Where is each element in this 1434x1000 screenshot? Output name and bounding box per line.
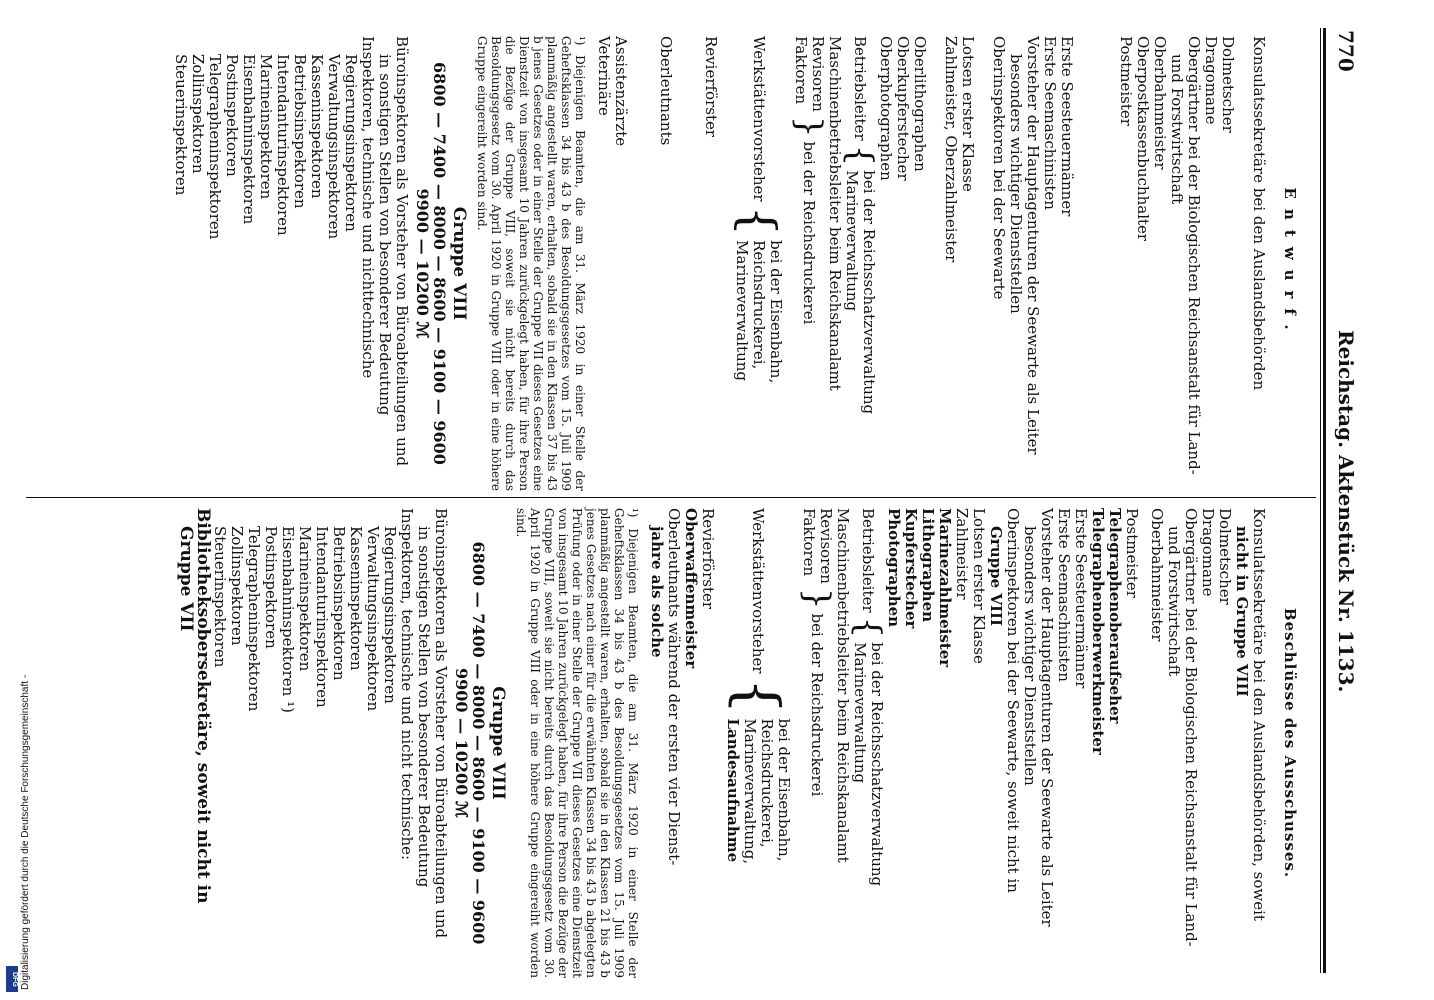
brace-icon: { xyxy=(730,205,787,237)
brace-icon: { xyxy=(840,144,880,167)
right-line: Intendanturinspektoren xyxy=(313,526,331,708)
brace-icon: } xyxy=(797,587,837,610)
brace-icon: { xyxy=(724,677,792,715)
revisoren-suffix: bei der Reichsdruckerei xyxy=(800,141,819,325)
left-line: Dolmetscher xyxy=(1219,36,1237,133)
credit-text: Digitalisierung gefördert durch die Deutsche Forschungsgemeinschaft - xyxy=(20,674,31,990)
column-divider xyxy=(26,497,1316,498)
werkstaetten-item: Marineverwaltung, xyxy=(741,718,759,865)
running-header: Reichstag. Aktenstück Nr. 1133. xyxy=(1334,330,1358,693)
left-line: Maschinenbetriebsleiter beim Reichskanalamt xyxy=(826,36,844,391)
right-line: Oberwaffenmeister xyxy=(682,508,700,669)
right-line: Regierungsinspektoren xyxy=(381,526,399,704)
right-line: Erste Seesteuermänner xyxy=(1072,508,1090,689)
betriebsleiter-group xyxy=(848,508,888,978)
left-group-heading: Gruppe VIII xyxy=(449,206,469,321)
left-line: Revierförster xyxy=(702,36,720,138)
betriebsleiter-group xyxy=(840,36,880,491)
right-line: Büroinspektoren als Vorsteher von Büroabteilungen und xyxy=(432,508,450,939)
betriebsleiter-item: Marineverwaltung xyxy=(843,170,861,312)
right-line: Telegrapheninspektoren xyxy=(245,526,263,712)
betriebsleiter-label: Betriebsleiter xyxy=(851,36,870,141)
right-line: Kasseninspektoren xyxy=(347,526,365,671)
right-line: Oberbahnmeister xyxy=(1148,508,1166,642)
werkstaetten-item: Reichsdruckerei, xyxy=(758,718,776,848)
revisoren-group xyxy=(797,508,837,978)
werkstaetten-item: bei der Eisenbahn, xyxy=(767,240,785,384)
left-line: Steuerinspektoren xyxy=(172,54,190,196)
dfg-logo: DFG xyxy=(6,966,18,992)
left-line: Kasseninspektoren xyxy=(308,54,326,199)
left-line: Büroinspektoren als Vorsteher von Büroabteilungen und xyxy=(393,36,411,467)
right-line: Postmeister xyxy=(1123,508,1141,598)
right-line: Zahlmeister xyxy=(953,508,971,600)
right-line: jahre als solche xyxy=(648,526,666,658)
right-line: Steuerinspektoren xyxy=(211,526,229,668)
right-line: Verwaltungsinspektoren xyxy=(364,526,382,712)
left-line: Oberphotographen xyxy=(877,36,895,181)
left-line: Oberleutnants xyxy=(657,36,675,146)
werkstaetten-group xyxy=(724,508,792,978)
right-line: Eisenbahninspektoren ¹) xyxy=(279,526,297,713)
right-line: Zollinspektoren xyxy=(228,526,246,646)
left-line: Zahlmeister, Oberzahlmeister xyxy=(942,36,960,263)
left-line: Veterinäre xyxy=(595,36,613,116)
digitization-credit xyxy=(8,610,31,990)
left-column-title: Entwurf. xyxy=(1281,187,1299,340)
left-line: Erste Seesteuermänner xyxy=(1058,36,1076,217)
right-line: Gruppe VII xyxy=(176,526,196,632)
werkstaetten-group xyxy=(730,36,787,491)
page-number: 770 xyxy=(1334,30,1358,72)
right-line: besonders wichtiger Dienststellen xyxy=(1021,526,1039,786)
werkstaetten-item: Reichsdruckerei, xyxy=(750,240,768,370)
werkstaetten-label: Werkstättenvorsteher xyxy=(750,36,768,202)
right-footnote: ¹) Diejenigen Beamten, die am 31. März 1920 in einer Stelle der Geheftsklassen 34 bis 43 b des Besoldungsgesetzes vom 15. Juli 1909 planmäßig angestellt waren, erhalten, sobald sie in den Klassen 21 bis 43 b jenes Gesetzes nach einer für die erwähnten Klassen 34 bis 43 b abgelegten Prüfung oder in einer Stelle der Gruppe VII dieses Gesetzes eine Dienstzeit von insgesamt 10 Jahren zurückgelegt haben, für ihre Person die Bezüge der Gruppe VIII, soweit sie nicht bereits durch das Besoldungsgesetz vom 30. April 1920 in Gruppe VIII oder in eine höhere Gruppe eingereiht worden sind. xyxy=(514,508,640,978)
right-line: Lotsen erster Klasse xyxy=(970,508,988,664)
left-line: Zollinspektoren xyxy=(189,54,207,174)
betriebsleiter-item: Marineverwaltung xyxy=(851,642,869,784)
left-line: Telegrapheninspektoren xyxy=(206,54,224,240)
right-line: Revierförster xyxy=(699,508,717,610)
right-salary: 9900 — 10200 ℳ xyxy=(452,667,471,818)
left-line: Oberinspektoren bei der Seewarte xyxy=(990,36,1008,300)
left-line: Intendanturinspektoren xyxy=(274,54,292,236)
right-line: Maschinenbetriebsleiter beim Reichskanalamt xyxy=(834,508,852,863)
revisoren-suffix: bei der Reichsdruckerei xyxy=(808,613,827,797)
right-line: Oberleutnants während der ersten vier Dienst- xyxy=(665,508,683,866)
right-line: in sonstigen Stellen von besonderer Bedeutung xyxy=(415,526,433,888)
left-line: Verwaltungsinspektoren xyxy=(325,54,343,240)
revisoren-item: Revisoren xyxy=(809,36,827,112)
right-line: Obergärtner bei der Biologischen Reichsanstalt für Land- xyxy=(1182,508,1200,947)
left-line: Erste Seemaschinisten xyxy=(1041,36,1059,210)
left-line: Oberpostkassenbuchhalter xyxy=(1134,36,1152,242)
left-line: und Forstwirtschaft xyxy=(1168,54,1186,205)
right-line: Postinspektoren xyxy=(262,526,280,649)
revisoren-item: Faktoren xyxy=(800,508,818,577)
right-line: Inspektoren, technische und nicht technische: xyxy=(398,508,416,861)
left-line: Oberkupferstecher xyxy=(894,36,912,181)
left-line: Regierungsinspektoren xyxy=(342,54,360,232)
left-line: Dragomane xyxy=(1202,36,1220,125)
right-column xyxy=(177,508,1302,978)
left-line: Eisenbahninspektoren xyxy=(240,54,258,225)
right-group-heading: Gruppe VIII xyxy=(488,686,508,800)
right-line: Vorsteher der Hauptagenturen der Seewarte als Leiter xyxy=(1038,508,1056,927)
right-column-title: Beschlüsse des Ausschusses. xyxy=(1281,607,1299,879)
revisoren-item: Faktoren xyxy=(792,36,810,105)
right-line: Kupferstecher xyxy=(902,508,920,629)
left-salary: 6800 — 7400 — 8000 — 8600 — 9100 — 9600 xyxy=(430,62,449,465)
left-line: Marineinspektoren xyxy=(257,54,275,200)
right-line: Lithographen xyxy=(919,508,937,623)
right-line: Oberinspektoren bei der Seewarte, soweit nicht in xyxy=(1004,508,1022,893)
left-line: Postmeister xyxy=(1117,36,1135,126)
revisoren-item: Revisoren xyxy=(817,508,835,584)
right-line: Telegraphenoberwerkmeister xyxy=(1089,508,1107,755)
left-line: Postinspektoren xyxy=(223,54,241,177)
left-line: Betriebsinspektoren xyxy=(291,54,309,209)
revisoren-group xyxy=(789,36,829,491)
werkstaetten-item: bei der Eisenbahn, xyxy=(775,718,793,862)
left-line: Konsulatssekretäre bei den Auslandsbehörden xyxy=(1250,36,1268,391)
betriebsleiter-item: bei der Reichsschatzverwaltung xyxy=(868,642,886,887)
right-line: nicht in Gruppe VIII xyxy=(1233,526,1251,697)
left-line: Assistenzärzte xyxy=(612,36,630,147)
right-line: Konsulatssekretäre bei den Auslandsbehörden, soweit xyxy=(1250,508,1268,921)
brace-icon: { xyxy=(848,616,888,639)
right-line: Marineinspektoren xyxy=(296,526,314,672)
right-line: Dragomane xyxy=(1199,508,1217,597)
right-line: Betriebsinspektoren xyxy=(330,526,348,681)
werkstaetten-item: Marineverwaltung xyxy=(733,240,751,381)
left-footnote: ¹) Diejenigen Beamten, die am 31. März 1920 in einer Stelle der Geheftsklassen 34 bis 43 b des Besoldungsgesetzes vom 15. Juli 1909 planmäßig angestellt waren, erhalten, sobald sie in den Klassen 37 bis 43 b jenes Gesetzes oder in einer Stelle der Gruppe VII dieses Gesetzes eine Dienstzeit von insgesamt 10 Jahren zurückgelegt haben, für ihre Person die Bezüge der Gruppe VIII, soweit sie nicht bereits durch das Besoldungsgesetz vom 30. April 1920 in Gruppe VIII oder in eine höhere Gruppe eingereiht worden sind. xyxy=(475,36,587,491)
left-line: Oberlithographen xyxy=(911,36,929,172)
left-line: Lotsen erster Klasse xyxy=(959,36,977,192)
header-rule xyxy=(1323,28,1326,973)
betriebsleiter-item: bei der Reichsschatzverwaltung xyxy=(860,170,878,415)
left-salary: 9900 — 10200 ℳ xyxy=(413,188,432,339)
right-line: und Forstwirtschaft xyxy=(1165,526,1183,677)
right-line: Gruppe VIII xyxy=(987,526,1005,627)
left-line: in sonstigen Stellen von besonderer Bedeutung xyxy=(376,54,394,416)
betriebsleiter-label: Betriebsleiter xyxy=(859,508,878,613)
left-line: besonders wichtiger Dienststellen xyxy=(1007,54,1025,314)
right-line: Dolmetscher xyxy=(1216,508,1234,605)
left-line: Vorsteher der Hauptagenturen der Seewarte als Leiter xyxy=(1024,36,1042,455)
right-line: Photographen xyxy=(885,508,903,628)
left-line: Obergärtner bei der Biologischen Reichsanstalt für Land- xyxy=(1185,36,1203,475)
right-salary: 6800 — 7400 — 8000 — 8600 — 9100 — 9600 xyxy=(469,541,488,945)
brace-icon: } xyxy=(789,115,829,138)
right-line: Telegraphenoberaufseher xyxy=(1106,508,1124,724)
right-line: Erste Seemaschinisten xyxy=(1055,508,1073,682)
left-column xyxy=(172,36,1302,491)
right-line: Bibliotheksobersekretäre, soweit nicht in xyxy=(193,508,213,904)
werkstaetten-item: Landesaufnahme xyxy=(724,718,742,863)
header-rule-thin xyxy=(1320,28,1321,973)
left-line: Inspektoren, technische und nichttechnische xyxy=(359,36,377,379)
werkstaetten-label: Werkstättenvorsteher xyxy=(749,508,768,674)
right-line: Marinezahlmeister xyxy=(936,508,954,668)
left-line: Oberbahnmeister xyxy=(1151,36,1169,170)
